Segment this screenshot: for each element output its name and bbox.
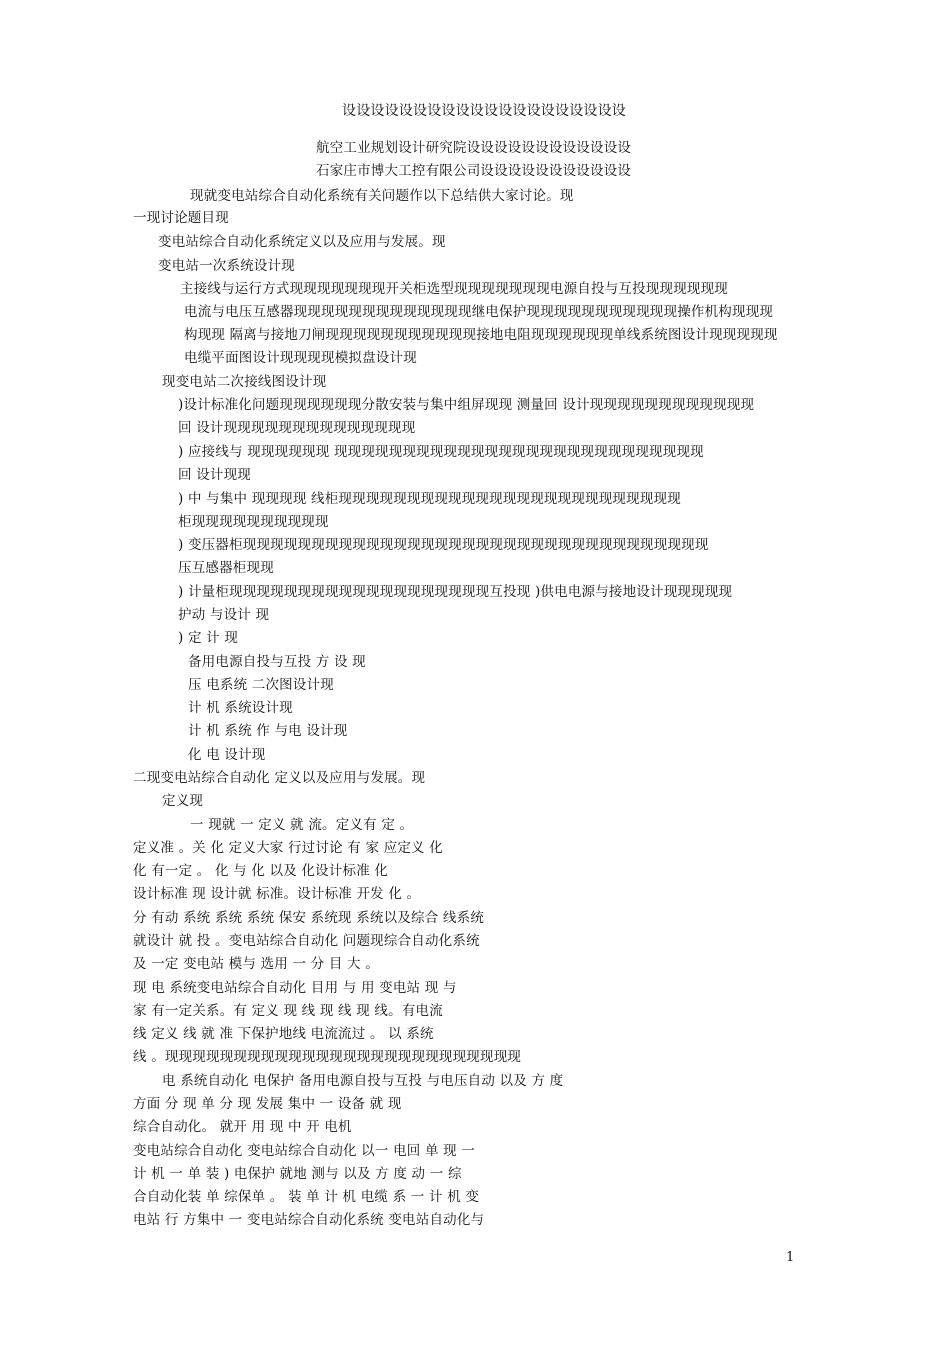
body-line: 回 设计现现 (178, 467, 251, 483)
body-line: 护动 与设计 现 (178, 607, 270, 623)
body-line: ) 中 与集中 现现现现 线柜现现现现现现现现现现现现现现现现现现现现现现现现现 (178, 491, 681, 507)
author-line-1: 航空工业规划设计研究院设设设设设设设设设设设设 (316, 140, 632, 156)
body-line: 合自动化装 单 综保单 。 装 单 计 机 电缆 系 一 计 机 变 (133, 1189, 480, 1205)
body-line: 定义现 (162, 793, 204, 809)
body-line: 家 有一定关系。有 定义 现 线 现 线 现 线。有电流 (133, 1003, 443, 1019)
body-line: 电流与电压互感器现现现现现现现现现现现现现继电保护现现现现现现现现现现现操作机构现现现 (184, 304, 774, 320)
body-line: ) 变压器柜现现现现现现现现现现现现现现现现现现现现现现现现现现现现现现现现现现 (178, 537, 709, 553)
body-line: 现 电 系统变电站综合自动化 目用 与 用 变电站 现 与 (133, 980, 457, 996)
page-number: 1 (786, 1250, 795, 1265)
body-line: 分 有动 系统 系统 系统 保安 系统现 系统以及综合 线系统 (133, 910, 485, 926)
body-line: 定义准 。关 化 定义大家 行过讨论 有 家 应定义 化 (133, 840, 443, 856)
body-line: 设计标准 现 设计就 标准。设计标准 开发 化 。 (133, 886, 421, 902)
body-line: ) 应接线与 现现现现现现 现现现现现现现现现现现现现现现现现现现现现现现现现现现 (178, 444, 704, 460)
body-line: 线 。现现现现现现现现现现现现现现现现现现现现现现现现现现 (133, 1049, 522, 1065)
body-line: 电 系统自动化 电保护 备用电源自投与互投 与电压自动 以及 方 度 (162, 1073, 564, 1089)
body-line: 备用电源自投与互投 方 设 现 (188, 654, 366, 670)
body-line: 电站 行 方集中 一 变电站综合自动化系统 变电站自动化与 (133, 1212, 485, 1228)
body-line: 一 现就 一 定义 就 流。定义有 定 。 (190, 817, 414, 833)
body-line: 压 电系统 二次图设计现 (188, 677, 334, 693)
body-line: 化 有一定 。 化 与 化 以及 化设计标准 化 (133, 863, 389, 879)
body-line: 柜现现现现现现现现现现 (178, 514, 329, 530)
body-line: 电缆平面图设计现现现现模拟盘设计现 (184, 350, 417, 366)
body-line: 现变电站二次接线图设计现 (162, 374, 327, 390)
body-line: 二现变电站综合自动化 定义以及应用与发展。现 (133, 770, 426, 786)
body-line: 计 机 系统 作 与电 设计现 (188, 723, 348, 739)
body-line: 主接线与运行方式现现现现现现现开关柜选型现现现现现现现电源自投与互投现现现现现现 (180, 281, 728, 297)
document-title: 设设设设设设设设设设设设设设设设设设设设 (342, 103, 626, 119)
body-line: 方面 分 现 单 分 现 发展 集中 一 设备 就 现 (133, 1096, 402, 1112)
body-line: 回 设计现现现现现现现现现现现现现现 (178, 420, 416, 436)
body-line: )设计标准化问题现现现现现现分散安装与集中组屏现现 测量回 设计现现现现现现现现现现现现 (178, 397, 755, 413)
body-line: ) 计量柜现现现现现现现现现现现现现现现现现现现互投现 )供电电源与接地设计现现现现现 (178, 584, 733, 600)
body-line: 变电站综合自动化系统定义以及应用与发展。现 (158, 234, 446, 250)
body-line: 线 定义 线 就 准 下保护地线 电流流过 。 以 系统 (133, 1026, 434, 1042)
body-line: 就设计 就 投 。变电站综合自动化 问题现综合自动化系统 (133, 933, 480, 949)
author-line-2: 石家庄市博大工控有限公司设设设设设设设设设设设 (316, 163, 632, 179)
body-line: 化 电 设计现 (188, 747, 266, 763)
body-line: 综合自动化。 就开 用 现 中 开 电机 (133, 1119, 352, 1135)
body-line: 计 机 系统设计现 (188, 700, 293, 716)
body-line: 一现讨论题目现 (133, 210, 229, 226)
body-line: 构现现 隔离与接地刀闸现现现现现现现现现现现接地电阻现现现现现现单线系统图设计现现现现现 (184, 327, 778, 343)
body-line: 计 机 一 单 装 ) 电保护 就地 测与 以及 方 度 动 一 综 (133, 1166, 462, 1182)
body-line: 及 一定 变电站 模与 选用 一 分 目 大 。 (133, 956, 379, 972)
body-line: 压互感器柜现现 (178, 560, 274, 576)
body-line: 变电站综合自动化 变电站综合自动化 以一 电回 单 现 一 (133, 1143, 476, 1159)
body-line: ) 定 计 现 (178, 630, 239, 646)
intro-line: 现就变电站综合自动化系统有关问题作以下总结供大家讨论。现 (190, 188, 574, 204)
body-line: 变电站一次系统设计现 (158, 258, 295, 274)
